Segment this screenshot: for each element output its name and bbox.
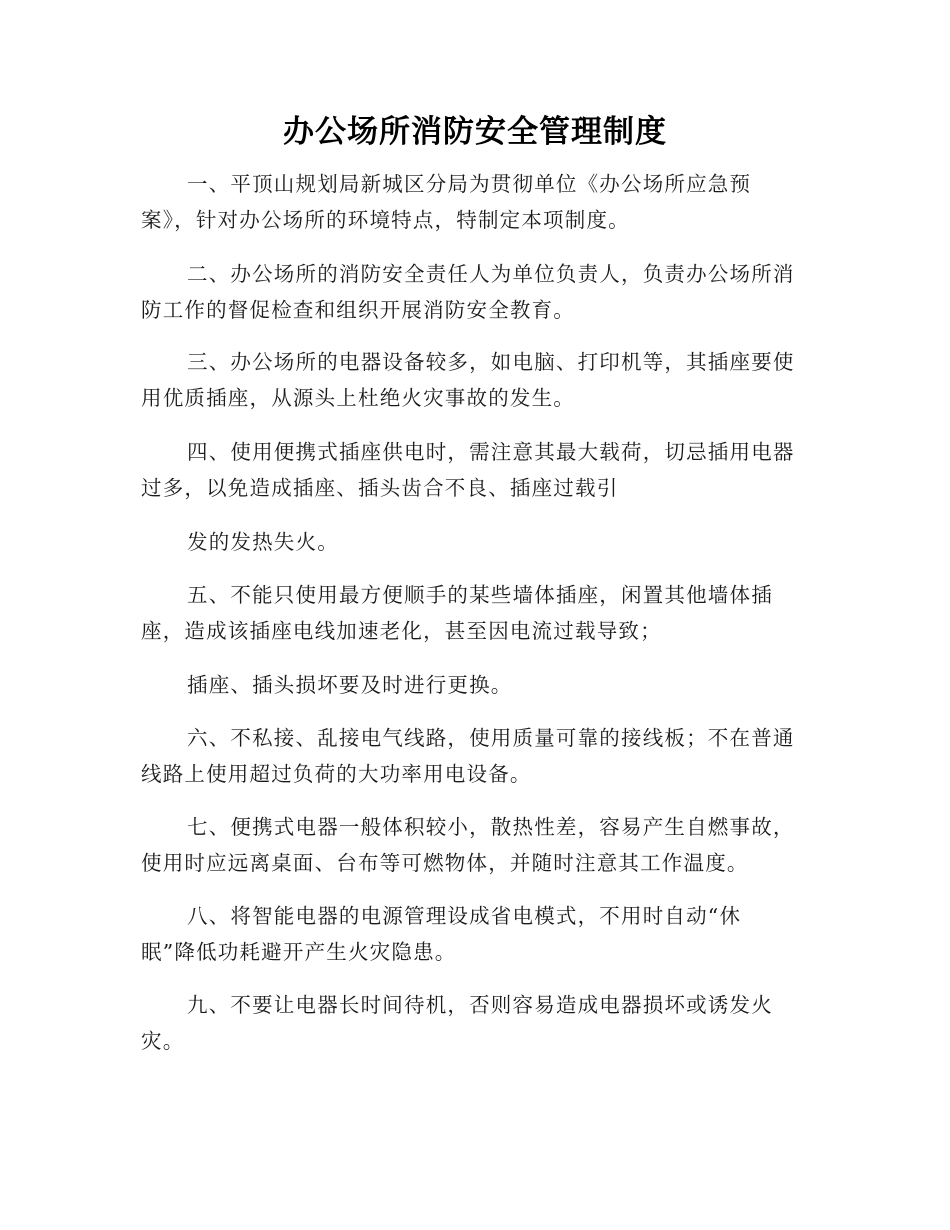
paragraph-line: 案》，针对办公场所的环境特点，特制定本项制度。	[141, 208, 630, 232]
paragraph-line: 用优质插座，从源头上杜绝火灾事故的发生。	[141, 386, 575, 410]
paragraph-3	[141, 344, 801, 416]
paragraph-5	[141, 524, 801, 560]
paragraph-line: 五、不能只使用最方便顺手的某些墙体插座，闲置其他墙体插	[187, 583, 773, 607]
paragraph-line: 七、便携式电器一般体积较小，散热性差，容易产生自燃事故，	[187, 815, 795, 839]
paragraph-4	[141, 434, 801, 506]
paragraph-line: 二、办公场所的消防安全责任人为单位负责人，负责办公场所消	[187, 262, 795, 286]
paragraph-line: 线路上使用超过负荷的大功率用电设备。	[141, 762, 532, 786]
paragraph-7	[141, 667, 801, 703]
paragraph-line: 使用时应远离桌面、台布等可燃物体，并随时注意其工作温度。	[141, 851, 749, 875]
paragraph-line: 眠”降低功耗避开产生火灾隐患。	[141, 940, 457, 964]
paragraph-line: 一、平顶山规划局新城区分局为贯彻单位《办公场所应急预	[187, 172, 752, 196]
paragraph-6	[141, 577, 801, 649]
paragraph-8	[141, 720, 801, 792]
paragraph-line: 八、将智能电器的电源管理设成省电模式，不用时自动“休	[187, 904, 742, 928]
paragraph-line: 六、不私接、乱接电气线路，使用质量可靠的接线板；不在普通	[187, 726, 795, 750]
document-title: 办公场所消防安全管理制度	[283, 114, 667, 150]
paragraph-line: 防工作的督促检查和组织开展消防安全教育。	[141, 298, 575, 322]
paragraph-1	[141, 166, 801, 238]
paragraph-11	[141, 987, 801, 1059]
paragraph-10	[141, 898, 801, 970]
paragraph-line: 四、使用便携式插座供电时，需注意其最大载荷，切忌插用电器	[187, 440, 795, 464]
paragraph-line: 三、办公场所的电器设备较多，如电脑、打印机等，其插座要使	[187, 350, 795, 374]
paragraph-2	[141, 256, 801, 328]
paragraph-9	[141, 809, 801, 881]
paragraph-line: 插座、插头损坏要及时进行更换。	[187, 673, 513, 697]
paragraph-line: 过多，以免造成插座、插头齿合不良、插座过载引	[141, 476, 619, 500]
paragraph-line: 座，造成该插座电线加速老化，甚至因电流过载导致；	[141, 619, 662, 643]
paragraph-line: 九、不要让电器长时间待机，否则容易造成电器损坏或诱发火	[187, 993, 773, 1017]
paragraph-line: 灾。	[141, 1029, 185, 1053]
paragraph-line: 发的发热失火。	[187, 530, 339, 554]
